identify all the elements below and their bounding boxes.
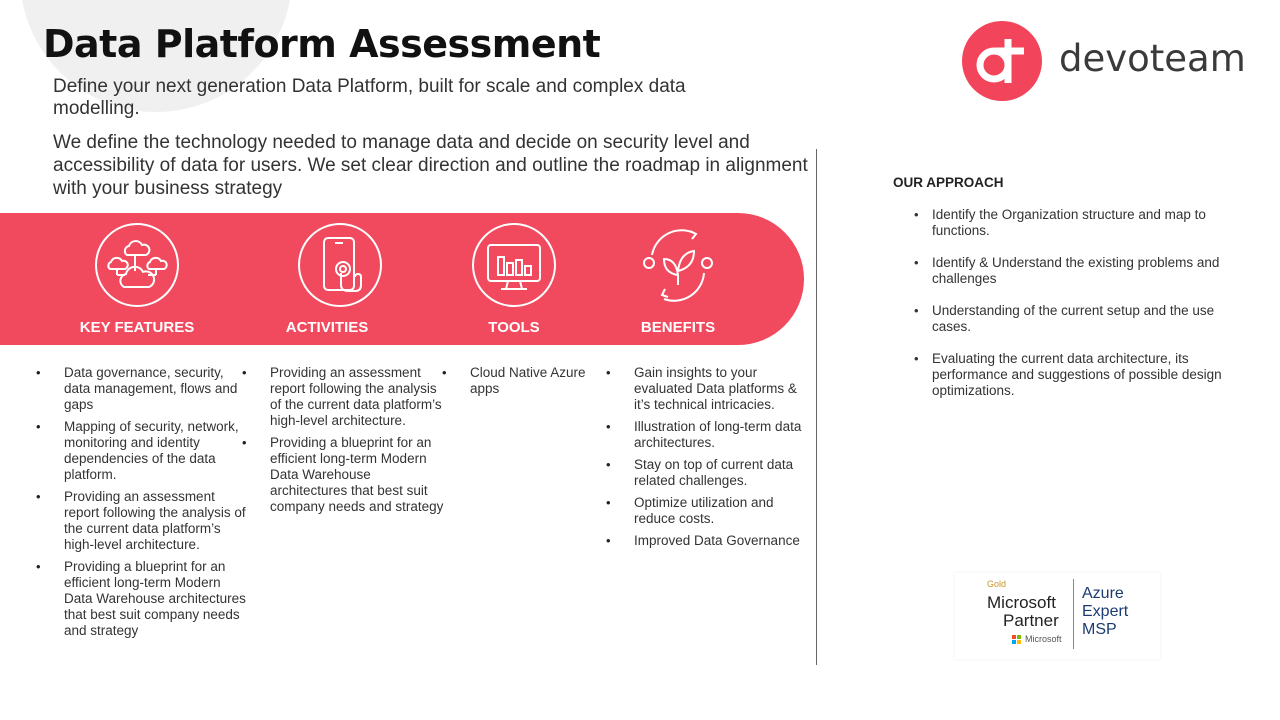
category-label: TOOLS (488, 319, 540, 336)
benefits-list (634, 365, 804, 555)
leaf-cycle-icon (636, 223, 720, 307)
azure-line3: MSP (1082, 621, 1117, 638)
azure-line1: Azure (1082, 585, 1124, 602)
partner-line1: Microsoft (987, 593, 1056, 612)
category-activities (247, 223, 407, 343)
list-item: • Providing an assessment report following the analysis of the current data platform’s high-level architecture. (64, 489, 249, 553)
category-benefits (598, 223, 758, 343)
microsoft-logo-icon (1012, 635, 1022, 645)
list-item: • Providing an assessment report following the analysis of the current data platform’s high-level architecture. (270, 365, 445, 429)
category-banner (0, 213, 804, 345)
partner-small: Microsoft (1025, 634, 1062, 644)
list-item: • Gain insights to your evaluated Data platforms & it’s technical intricacies. (634, 365, 804, 413)
cloud-network-icon (95, 223, 179, 307)
vertical-divider (816, 149, 817, 665)
azure-expert-msp (1082, 585, 1128, 639)
category-label: KEY FEATURES (79, 319, 195, 336)
list-item: • Evaluating the current data architecture, its performance and suggestions of possible design optimizations. (932, 351, 1237, 399)
list-item: • Stay on top of current data related challenges. (634, 457, 804, 489)
list-item: • Identify & Understand the existing problems and challenges (932, 255, 1237, 287)
page-subtitle: Define your next generation Data Platform, built for scale and complex data modelling. (53, 76, 686, 119)
azure-line2: Expert (1082, 603, 1129, 620)
list-item: • Cloud Native Azure apps (470, 365, 610, 397)
intro-paragraph: We define the technology needed to manage data and decide on security level and accessibility of data for users. We set clear direction and outline the roadmap in alignment with your business strategy (53, 132, 808, 199)
category-label: BENEFITS (640, 319, 716, 336)
devoteam-logo-mark (962, 21, 1042, 101)
microsoft-partner-badge (955, 573, 1160, 659)
category-label: ACTIVITIES (285, 319, 369, 336)
tablet-touch-icon (298, 223, 382, 307)
list-item: • Data governance, security, data management, flows and gaps (64, 365, 249, 413)
list-item: • Optimize utilization and reduce costs. (634, 495, 804, 527)
page-title: Data Platform Assessment (43, 22, 601, 66)
list-item: • Providing a blueprint for an efficient long-term Modern Data Warehouse architectures that best suit company needs and strategy (270, 435, 445, 515)
list-item: • Improved Data Governance (634, 533, 804, 549)
tools-list (470, 365, 610, 403)
activities-list (270, 365, 445, 521)
monitor-chart-icon (472, 223, 556, 307)
devoteam-logo-text: devoteam (1059, 37, 1246, 80)
badge-divider (1073, 579, 1074, 649)
partner-tier: Gold (987, 579, 1007, 589)
list-item: • Understanding of the current setup and the use cases. (932, 303, 1237, 335)
key-features-list (64, 365, 249, 645)
list-item: • Identify the Organization structure and map to functions. (932, 207, 1237, 239)
list-item: • Illustration of long-term data architectures. (634, 419, 804, 451)
category-tools (434, 223, 594, 343)
category-key-features (57, 223, 217, 343)
list-item: • Mapping of security, network, monitoring and identity dependencies of the data platform. (64, 419, 249, 483)
devoteam-logo (962, 21, 1246, 101)
partner-line2: Partner (1003, 611, 1059, 630)
approach-title: OUR APPROACH (893, 175, 1004, 190)
list-item: • Providing a blueprint for an efficient long-term Modern Data Warehouse architectures that best suit company needs and strategy (64, 559, 249, 639)
approach-list (932, 207, 1237, 415)
